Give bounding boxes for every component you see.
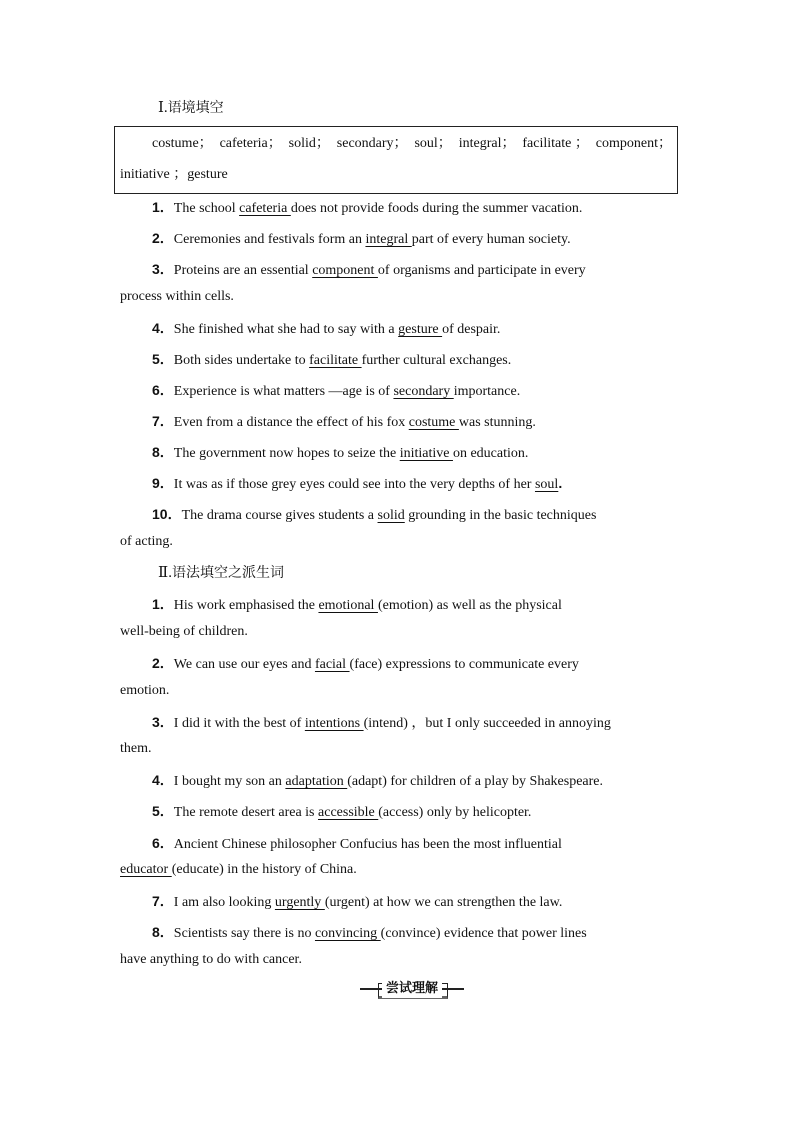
- question-item: [152, 833, 562, 853]
- question-text: Ancient Chinese philosopher Confucius has been the most influential: [173, 837, 562, 852]
- question-item: [152, 318, 500, 338]
- question-item: [152, 197, 582, 217]
- word-bank-line-1: [152, 132, 672, 152]
- question-continuation: [120, 862, 357, 878]
- question-continuation: them.: [120, 741, 152, 756]
- question-item: [152, 801, 531, 821]
- answer-blank: secondary: [393, 384, 454, 399]
- question-continuation: of acting.: [120, 534, 173, 549]
- word-bank-item: solid；: [288, 136, 330, 151]
- answer-blank: component: [312, 263, 378, 278]
- question-number: 10．: [152, 506, 182, 522]
- question-text: on education.: [452, 446, 529, 461]
- question-text: Scientists say there is no: [173, 926, 315, 941]
- question-number: 5．: [152, 803, 174, 819]
- answer-blank: costume: [408, 415, 459, 430]
- question-text: of organisms and participate in every: [377, 263, 586, 278]
- word-bank-item: soul；: [414, 136, 452, 151]
- question-number: 8．: [152, 444, 174, 460]
- word-bank-item: costume；: [152, 136, 213, 151]
- question-continuation: process within cells.: [120, 289, 234, 304]
- question-number: 1．: [152, 199, 174, 215]
- question-text: (convince) evidence that power lines: [380, 926, 587, 941]
- banner-label: 尝试理解: [382, 980, 442, 998]
- question-number: 3．: [152, 261, 174, 277]
- question-number: 6．: [152, 835, 174, 851]
- question-text: I bought my son an: [173, 774, 286, 789]
- question-text: The government now hopes to seize the: [173, 446, 400, 461]
- question-number: 6．: [152, 382, 174, 398]
- question-number: 2．: [152, 230, 174, 246]
- question-text: The drama course gives students a: [181, 508, 378, 523]
- question-text: (urgent) at how we can strengthen the law.: [324, 895, 563, 910]
- answer-blank: intentions: [304, 716, 364, 731]
- section-2-heading: [158, 562, 284, 582]
- answer-blank: integral: [365, 232, 412, 247]
- question-text: I did it with the best of: [173, 716, 305, 731]
- section-1-number: Ⅰ.: [158, 100, 168, 116]
- word-bank-item: component；: [595, 136, 672, 151]
- question-number: 3．: [152, 714, 174, 730]
- question-text: Ceremonies and festivals form an: [173, 232, 366, 247]
- question-item: [152, 770, 603, 790]
- question-text: (adapt) for children of a play by Shakespeare.: [347, 774, 603, 789]
- question-number: 1．: [152, 596, 174, 612]
- question-item: [152, 349, 511, 369]
- question-text: Proteins are an essential: [173, 263, 313, 278]
- section-1-heading: [158, 97, 224, 117]
- answer-blank: facial: [314, 657, 350, 672]
- question-item: [152, 504, 596, 524]
- question-text: (educate) in the history of China.: [171, 862, 357, 877]
- question-text: (access) only by helicopter.: [378, 805, 532, 820]
- question-number: 5．: [152, 351, 174, 367]
- question-text: His work emphasised the: [173, 598, 319, 613]
- answer-blank: soul: [534, 477, 559, 492]
- question-number: 4．: [152, 320, 174, 336]
- answer-blank: convincing: [314, 926, 381, 941]
- section-2-title: 语法填空之派生词: [171, 565, 284, 581]
- question-item: [152, 380, 520, 400]
- question-text: does not provide foods during the summer vacation.: [290, 201, 583, 216]
- question-text: It was as if those grey eyes could see into the very depths of her: [173, 477, 535, 492]
- question-text: further cultural exchanges.: [361, 353, 512, 368]
- question-number: 7．: [152, 413, 174, 429]
- answer-blank: solid: [377, 508, 405, 523]
- question-text: of despair.: [442, 322, 501, 337]
- word-bank-item: integral；: [458, 136, 516, 151]
- question-text: (emotion) as well as the physical: [377, 598, 562, 613]
- question-number: 8．: [152, 924, 174, 940]
- word-bank-item: facilitate ；: [522, 136, 589, 151]
- answer-blank: accessible: [318, 805, 379, 820]
- question-text: We can use our eyes and: [173, 657, 315, 672]
- question-continuation: have anything to do with cancer.: [120, 952, 302, 967]
- word-bank-line-2: initiative ；gesture: [120, 167, 228, 182]
- question-continuation: well-being of children.: [120, 624, 248, 639]
- word-bank-item: cafeteria；: [219, 136, 282, 151]
- question-text: .: [558, 475, 563, 491]
- question-number: 2．: [152, 655, 174, 671]
- question-text: (intend) ，but I only succeeded in annoying: [363, 716, 611, 731]
- question-text: Both sides undertake to: [173, 353, 310, 368]
- question-text: The remote desert area is: [173, 805, 319, 820]
- answer-blank: facilitate: [309, 353, 362, 368]
- answer-blank: initiative: [399, 446, 453, 461]
- question-text: was stunning.: [458, 415, 536, 430]
- question-number: 9．: [152, 475, 174, 491]
- question-item: [152, 442, 528, 462]
- question-text: I am also looking: [173, 895, 275, 910]
- question-item: [152, 922, 587, 942]
- question-text: (face) expressions to communicate every: [349, 657, 579, 672]
- question-text: She finished what she had to say with a: [173, 322, 399, 337]
- question-text: grounding in the basic techniques: [404, 508, 597, 523]
- question-text: importance.: [453, 384, 521, 399]
- answer-blank: gesture: [398, 322, 443, 337]
- question-text: Experience is what matters —age is of: [173, 384, 394, 399]
- word-bank-item: secondary；: [336, 136, 408, 151]
- answer-blank: educator: [120, 862, 172, 877]
- answer-blank: adaptation: [285, 774, 348, 789]
- question-item: [152, 891, 562, 911]
- question-item: [152, 712, 611, 732]
- section-1-title: 语境填空: [167, 100, 224, 116]
- question-item: [152, 653, 579, 673]
- section-banner: [360, 980, 464, 998]
- answer-blank: urgently: [274, 895, 325, 910]
- question-number: 4．: [152, 772, 174, 788]
- answer-blank: cafeteria: [239, 201, 291, 216]
- section-2-number: Ⅱ.: [158, 565, 172, 581]
- question-continuation: emotion.: [120, 683, 170, 698]
- question-item: [152, 411, 536, 431]
- question-text: Even from a distance the effect of his fox: [173, 415, 409, 430]
- question-item: [152, 473, 562, 493]
- question-text: part of every human society.: [411, 232, 571, 247]
- question-number: 7．: [152, 893, 174, 909]
- question-item: [152, 594, 562, 614]
- answer-blank: emotional: [318, 598, 378, 613]
- question-item: [152, 228, 571, 248]
- question-text: The school: [173, 201, 240, 216]
- question-item: [152, 259, 586, 279]
